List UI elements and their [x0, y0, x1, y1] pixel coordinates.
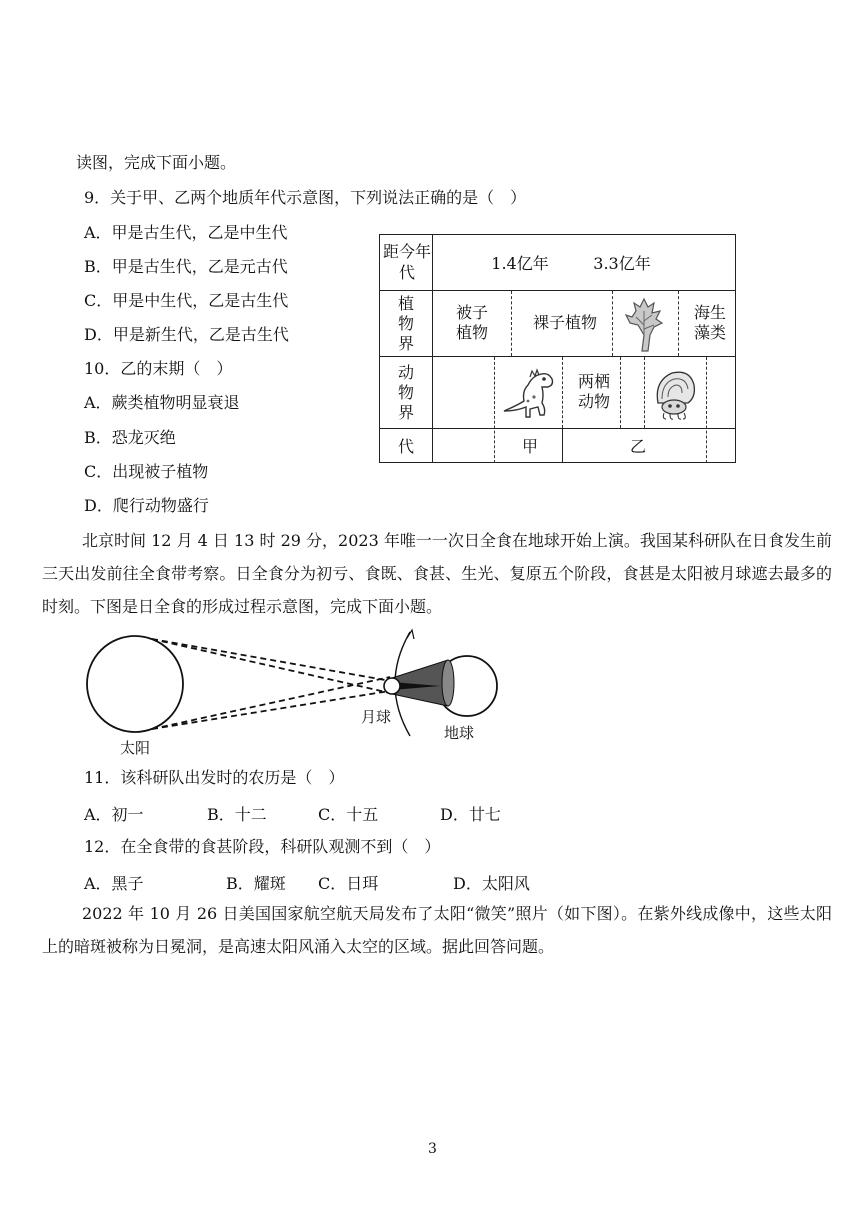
q11-option-b: B．十二 — [207, 805, 267, 824]
sun-circle — [87, 636, 183, 732]
dinosaur-icon — [498, 361, 560, 423]
geologic-era-table — [379, 234, 736, 463]
angiosperm-cell: 被子 植物 — [455, 303, 488, 342]
q10-option-a: A．蕨类植物明显衰退 — [84, 393, 240, 412]
page-number: 3 — [428, 1141, 437, 1157]
age-3-3-label: 3.3亿年 — [593, 254, 651, 273]
row-age-label: 距今年代 — [383, 242, 432, 282]
earth-label: 地球 — [444, 724, 475, 742]
question-9-stem: 9．关于甲、乙两个地质年代示意图，下列说法正确的是（ ） — [84, 188, 527, 207]
gymnosperm-cell: 裸子植物 — [532, 313, 597, 332]
intro-text: 读图，完成下面小题。 — [76, 153, 237, 172]
q12-option-a: A．黑子 — [84, 874, 144, 893]
q10-option-d: D．爬行动物盛行 — [84, 496, 209, 515]
moon-circle — [384, 678, 400, 694]
q12-option-b: B．耀斑 — [226, 874, 286, 893]
amphibian-cell: 两栖 动物 — [577, 372, 610, 411]
q10-option-b: B．恐龙灭绝 — [84, 428, 176, 447]
solar-eclipse-diagram — [80, 626, 510, 758]
question-12-stem: 12．在全食带的食甚阶段，科研队观测不到（ ） — [84, 837, 441, 856]
row-plant-label: 植 物 界 — [397, 294, 414, 353]
q11-option-a: A．初一 — [84, 805, 144, 824]
q11-option-d: D．廿七 — [440, 805, 501, 824]
sun-label: 太阳 — [120, 739, 151, 757]
moon-label: 月球 — [361, 708, 392, 726]
q9-option-a: A．甲是古生代，乙是中生代 — [84, 223, 288, 242]
era-yi-cell: 乙 — [629, 437, 646, 456]
q12-option-c: C．日珥 — [318, 874, 379, 893]
q10-option-c: C．出现被子植物 — [84, 462, 209, 481]
q9-option-d: D．甲是新生代，乙是古生代 — [84, 325, 289, 344]
ammonite-icon — [650, 363, 702, 421]
age-1-4-label: 1.4亿年 — [491, 254, 549, 273]
eclipse-paragraph: 北京时间 12 月 4 日 13 时 29 分，2023 年唯一一次日全食在地球开始上演。我国某科研队在日食发生前三天出发前往全食带考察。日全食分为初亏、食既、食甚、生光、复原五个阶段，食甚是太阳被月球遮去最多的时刻。下图是日全食的形成过程示意图，完成下面小题。 — [42, 531, 832, 616]
fern-fossil-icon — [620, 295, 668, 353]
q11-option-c: C．十五 — [318, 805, 379, 824]
question-11-stem: 11．该科研队出发时的农历是（ ） — [84, 768, 345, 787]
question-10-stem: 10．乙的末期（ ） — [84, 359, 233, 378]
sun-smile-paragraph: 2022 年 10 月 26 日美国国家航空航天局发布了太阳“微笑”照片（如下图）。在紫外线成像中，这些太阳上的暗斑被称为日冕洞，是高速太阳风涌入太空的区域。据此回答问题。 — [42, 904, 832, 956]
row-era-label: 代 — [397, 437, 414, 456]
q12-option-d: D．太阳风 — [453, 874, 530, 893]
era-jia-cell: 甲 — [521, 437, 538, 456]
marine-algae-cell: 海生 藻类 — [693, 303, 726, 342]
row-animal-label: 动 物 界 — [397, 363, 414, 422]
q9-option-c: C．甲是中生代，乙是古生代 — [84, 291, 289, 310]
q9-option-b: B．甲是古生代，乙是元古代 — [84, 257, 288, 276]
